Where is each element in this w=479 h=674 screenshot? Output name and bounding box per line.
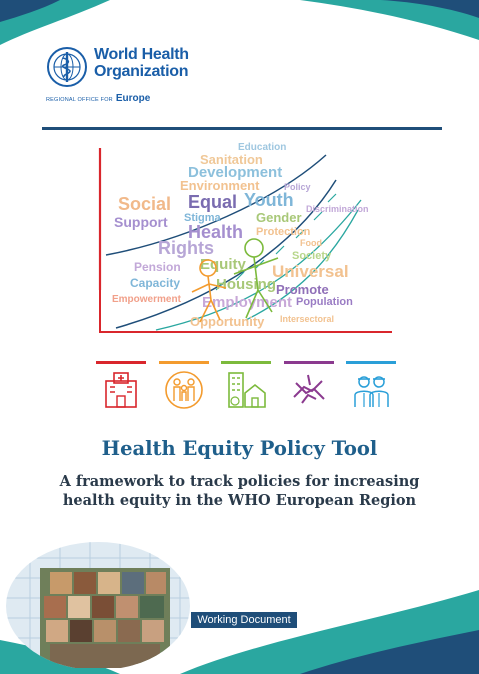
cloud-word: Development	[188, 164, 283, 181]
cloud-word: Social	[118, 194, 172, 214]
cloud-word: Discrimination	[306, 204, 369, 214]
cloud-word: Intersectoral	[280, 314, 335, 324]
cloud-word: Population	[296, 296, 353, 308]
cloud-word: Education	[238, 142, 287, 153]
cloud-word: Pension	[134, 260, 181, 274]
hospital-icon	[96, 361, 146, 415]
cloud-word: Housing	[216, 276, 276, 293]
cloud-word: Health	[188, 222, 244, 242]
region-name: Europe	[115, 93, 151, 104]
family-icon	[159, 361, 209, 415]
word-cloud-illustration	[96, 140, 396, 340]
cloud-word: Opportunity	[190, 314, 265, 329]
cloud-word: Support	[114, 214, 168, 230]
cloud-word: Policy	[284, 182, 311, 192]
regional-office-label	[46, 93, 150, 104]
cloud-word: Capacity	[130, 276, 181, 290]
housing-icon	[221, 361, 271, 415]
regional-office-text: REGIONAL OFFICE FOR	[46, 97, 113, 103]
document-subtitle	[0, 472, 479, 510]
cloud-word: Employment	[202, 294, 293, 311]
document-title: Health Equity Policy Tool	[101, 437, 378, 460]
cloud-word: Empowerment	[112, 294, 181, 305]
cloud-word: Promote	[276, 282, 329, 297]
org-name-line2: Organization	[94, 63, 189, 80]
cloud-word: Sanitation	[200, 152, 263, 167]
cooperation-hands-icon	[284, 361, 334, 415]
cloud-word: Equity	[200, 256, 246, 273]
cloud-word: Protection	[256, 226, 311, 238]
cloud-word: Universal	[272, 262, 349, 281]
header-divider	[42, 127, 442, 130]
cloud-word: Food	[300, 238, 322, 248]
cloud-word: Gender	[256, 210, 302, 225]
who-logo	[46, 46, 189, 88]
cloud-word: Rights	[158, 238, 214, 258]
globe-photo-collage	[0, 528, 195, 668]
cloud-word: Youth	[244, 190, 294, 210]
who-emblem-icon	[46, 46, 88, 88]
cloud-word: Equal	[188, 192, 238, 212]
cloud-word: Stigma	[184, 212, 221, 224]
subtitle-line1: A framework to track policies for increasing	[59, 473, 420, 490]
stick-figures-illustration	[96, 140, 396, 340]
theme-icons-row	[96, 361, 396, 415]
cloud-word: Society	[292, 250, 332, 262]
cloud-word: Environment	[180, 178, 260, 193]
subtitle-line2: health equity in the WHO European Region	[62, 492, 417, 509]
workers-icon	[346, 361, 396, 415]
org-name-line1: World Health	[94, 46, 189, 63]
working-document-badge: Working Document	[191, 612, 297, 628]
